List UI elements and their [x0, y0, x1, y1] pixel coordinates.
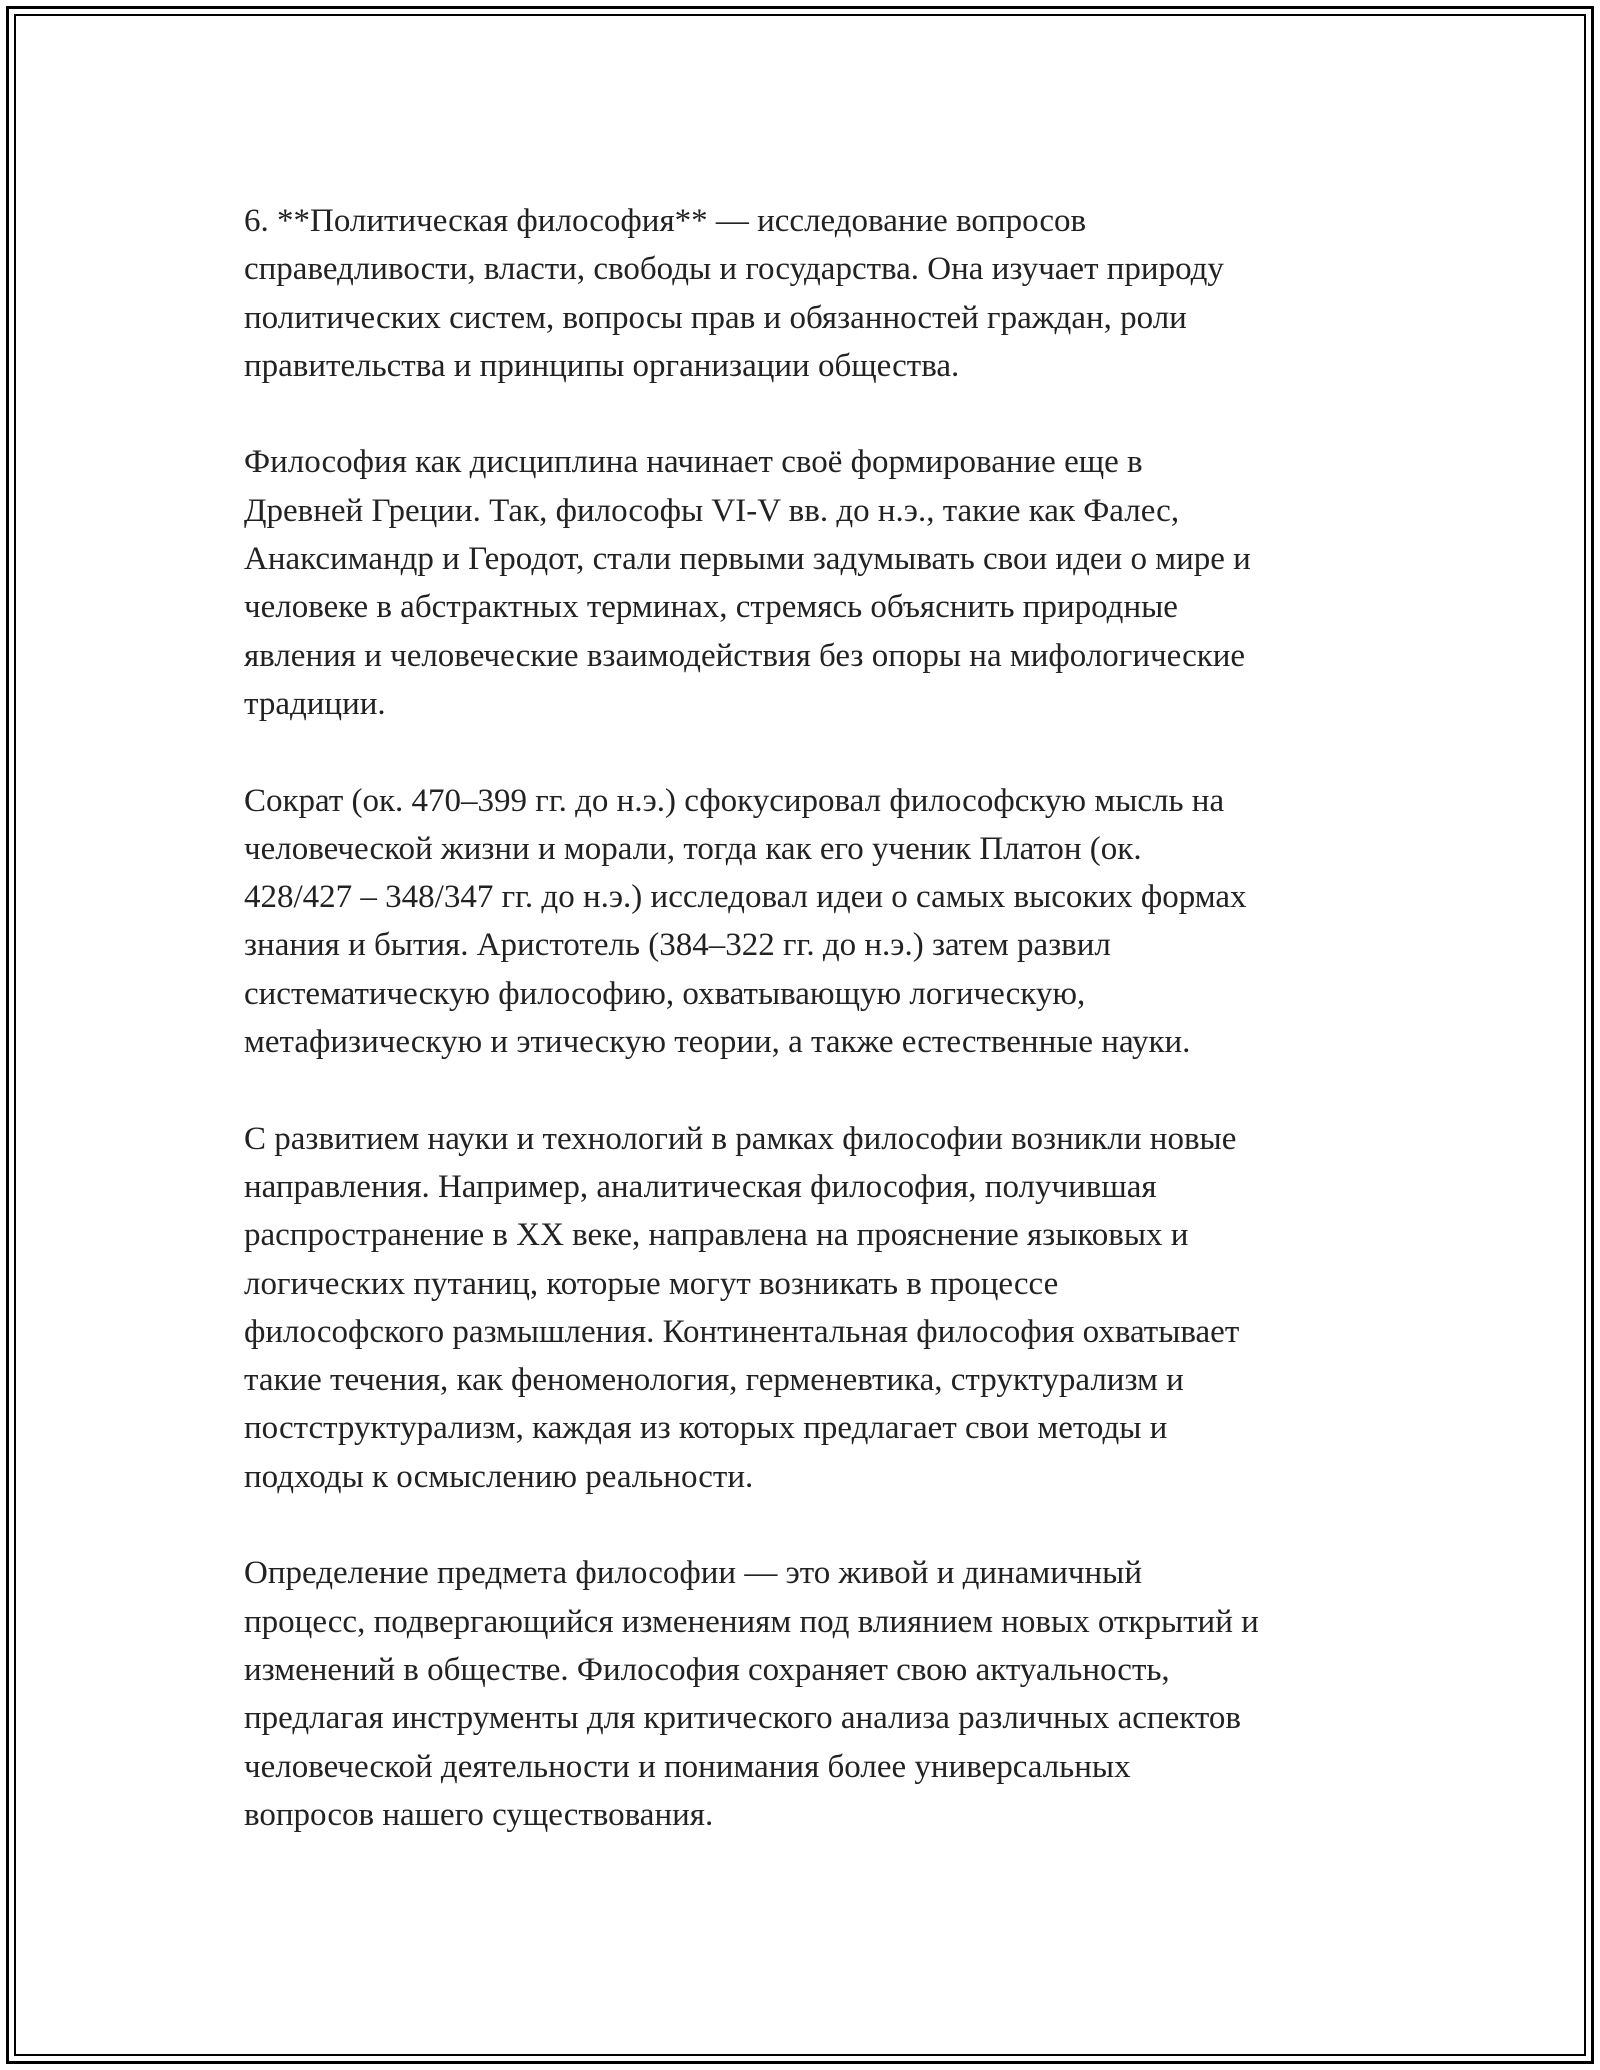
paragraph-socrates-plato-aristotle: Сократ (ок. 470–399 гг. до н.э.) сфокусировал философскую мысль на человеческой жизни и морали, тогда как его ученик Платон (ок. 428/427 – 348/347 гг. до н.э.) исследовал идеи о самых высоких формах знания и бытия. Аристотель (384–322 гг. до н.э.) затем развил систематическую философию, охватывающую логическую, метафизическую и этическую теории, а также естественные науки.: [244, 782, 1247, 1061]
paragraph-subject-definition: Определение предмета философии — это живой и динамичный процесс, подвергающийся изменениям под влиянием новых открытий и изменений в обществе. Философия сохраняет свою актуальность, предлагая инструменты для критического анализа различных аспектов человеческой деятельности и понимания более универсальных вопросов нашего существования.: [244, 1555, 1259, 1833]
document-body: [244, 197, 1384, 1839]
paragraph-new-directions: С развитием науки и технологий в рамках философии возникли новые направления. Например, аналитическая философия, получившая распространение в XX веке, направлена на прояснение языковых и логических путаниц, которые могут возникать в процессе философского размышления. Континентальная философия охватывает такие течения, как феноменология, герменевтика, структурализм и постструктурализм, каждая из которых предлагает свои методы и подходы к осмыслению реальности.: [244, 1120, 1240, 1495]
paragraph-ancient-greece: Философия как дисциплина начинает своё формирование еще в Древней Греции. Так, философы VI-V вв. до н.э., такие как Фалес, Анаксимандр и Геродот, стали первыми задумывать свои идеи о мире и человеке в абстрактных терминах, стремясь объяснить природные явления и человеческие взаимодействия без опоры на мифологические традиции.: [244, 444, 1251, 722]
paragraph-political-philosophy: 6. **Политическая философия** — исследование вопросов справедливости, власти, свободы и государства. Она изучает природу политических систем, вопросы прав и обязанностей граждан, роли правительства и принципы организации общества.: [244, 203, 1224, 384]
page-frame: [6, 6, 1594, 2064]
